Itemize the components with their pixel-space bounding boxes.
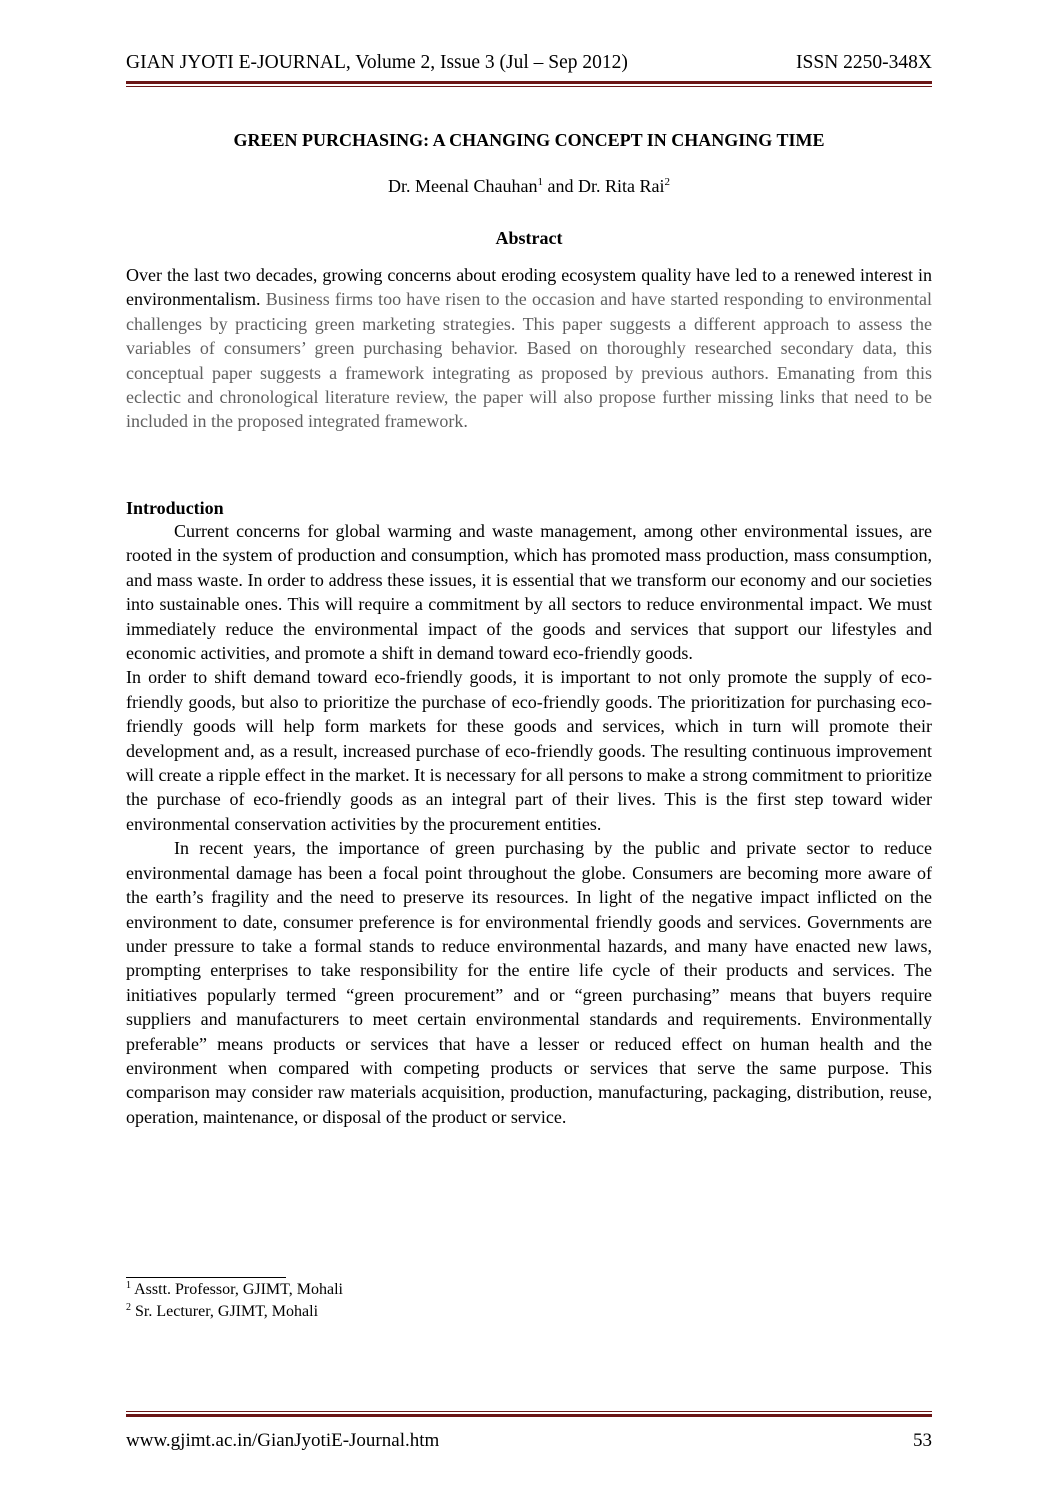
header-rule (126, 81, 932, 84)
journal-url[interactable]: www.gjimt.ac.in/GianJyotiE-Journal.htm (126, 1430, 440, 1451)
paragraph: Current concerns for global warming and waste management, among other environmental issues, are rooted in the system of production and consumption, which has promoted mass production, mass consumption, and mass waste. In order to address these issues, it is essential that we transform our economy and our societies into sustainable ones. This will require a commitment by all sectors to reduce environmental impact. We must immediately reduce the environmental impact of the goods and services that support our lifestyles and economic activities, and promote a shift in demand toward eco-friendly goods. (126, 521, 932, 664)
footer-rule (126, 1414, 932, 1417)
footnote-marker: 2 (126, 1302, 131, 1313)
introduction-body (126, 519, 932, 1129)
introduction-heading: Introduction (126, 498, 224, 518)
paragraph: In order to shift demand toward eco-friendly goods, it is important to not only promote the supply of eco-friendly goods, but also to prioritize the purchase of eco-friendly goods. The prioritization for purchasing eco-friendly goods will help form markets for these goods and services, which in turn will promote their development and, as a result, increased purchase of eco-friendly goods. The resulting continuous improvement will create a ripple effect in the market. It is necessary for all persons to make a strong commitment to prioritize the purchase of eco-friendly goods as an integral part of their lives. This is the first step toward wider environmental conservation activities by the procurement entities. (126, 667, 932, 834)
footnote-marker: 2 (664, 176, 670, 188)
article-title: GREEN PURCHASING: A CHANGING CONCEPT IN CHANGING TIME (233, 130, 825, 150)
abstract-heading: Abstract (495, 228, 563, 248)
page-number: 53 (913, 1430, 932, 1451)
footer-rule-secondary (126, 1411, 932, 1412)
header-rule-secondary (126, 86, 932, 87)
footnote-marker: 1 (126, 1280, 131, 1291)
abstract-sentence: Over the last two decades, growing concerns about eroding ecosystem quality have led to a renewed interest in environmentalism. (126, 265, 932, 310)
footnote-marker: 1 (537, 176, 543, 188)
footnotes (126, 1279, 343, 1323)
footnote (126, 1301, 343, 1323)
author-joiner: and (542, 176, 578, 196)
abstract-text: Business firms too have risen to the occasion and have started responding to environmental challenges by practicing green marketing strategies. This paper suggests a different approach to assess the variables of consumers’ green purchasing behavior. Based on thoroughly researched secondary data, this conceptual paper suggests a framework integrating as proposed by previous authors. Emanating from this eclectic and chronological literature review, the paper will also propose further missing links that need to be included in the proposed integrated framework. (126, 289, 933, 432)
journal-citation: GIAN JYOTI E-JOURNAL, Volume 2, Issue 3 (Jul – Sep 2012) (126, 52, 628, 73)
footnote-text: Sr. Lecturer, GJIMT, Mohali (131, 1303, 319, 1320)
author-name: Dr. Rita Rai (577, 176, 665, 196)
paragraph: In recent years, the importance of green purchasing by the public and private sector to reduce environmental damage has been a focal point throughout the globe. Consumers are becoming more aware of the earth’s fragility and the need to preserve its resources. In light of the negative impact inflicted on the environment to date, consumer preference is for environmental friendly goods and services. Governments are under pressure to take a formal stands to reduce environmental hazards, and many have enacted new laws, prompting enterprises to take responsibility for the entire life cycle of their products and services. The initiatives popularly termed “green procurement” and or “green purchasing” means that buyers require suppliers and manufacturers to meet certain environmental standards and requirements. Environmentally preferable” means products or services that have a lesser or reduced effect on human health and the environment when compared with competing products or services that serve the same purpose. This comparison may consider raw materials acquisition, production, manufacturing, packaging, distribution, reuse, operation, maintenance, or disposal of the product or service. (126, 838, 932, 1127)
footnote (126, 1279, 343, 1301)
abstract-body (126, 263, 932, 434)
footnote-separator (126, 1277, 286, 1278)
author-name: Dr. Meenal Chauhan (388, 176, 538, 196)
issn: ISSN 2250-348X (796, 52, 932, 73)
author-line (0, 174, 1058, 198)
footnote-text: Asstt. Professor, GJIMT, Mohali (131, 1281, 343, 1298)
